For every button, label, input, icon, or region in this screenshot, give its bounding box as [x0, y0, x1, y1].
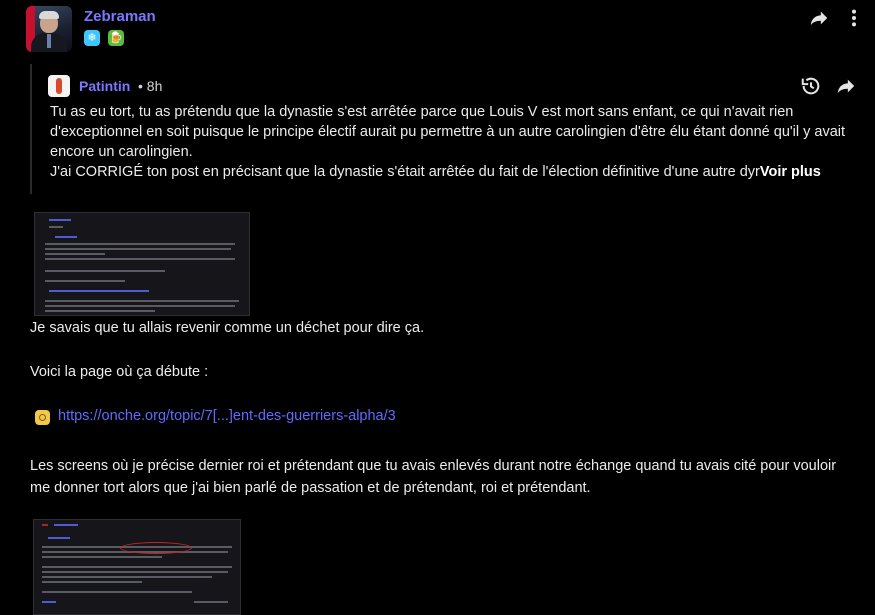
highlight-oval	[120, 542, 192, 554]
more-options-icon[interactable]	[843, 7, 865, 29]
quote-text	[50, 102, 860, 182]
avatar[interactable]	[26, 6, 72, 52]
body-line-2: Voici la page où ça débute :	[30, 364, 209, 380]
topic-link[interactable]: https://onche.org/topic/7[...]ent-des-guerriers-alpha/3	[58, 408, 396, 424]
quote-line-2-text: J'ai CORRIGÉ ton post en précisant que la dynastie s'était arrêtée du fait de l'élection définitive d'une autre dyr	[50, 164, 760, 180]
screenshot-thumbnail-1[interactable]	[34, 212, 250, 316]
quote-avatar[interactable]	[48, 75, 70, 97]
quote-share-icon[interactable]	[835, 75, 857, 97]
quoted-post	[30, 64, 875, 194]
post-username[interactable]: Zebraman	[84, 8, 156, 25]
voir-plus-link[interactable]: Voir plus	[759, 164, 821, 180]
beer-badge-icon: 🍺	[109, 32, 123, 44]
onche-favicon-icon	[35, 410, 50, 425]
quote-timestamp: • 8h	[138, 78, 163, 94]
quote-avatar-figure	[56, 78, 62, 94]
avatar-tie	[47, 34, 51, 48]
body-line-1: Je savais que tu allais revenir comme un déchet pour dire ça.	[30, 320, 425, 336]
snowflake-badge-icon: ❄	[84, 30, 100, 46]
body-paragraph: Les screens où je précise dernier roi et prétendant que tu avais enlevés durant notre échange quand tu avais cité pour vouloir me donner tort alors que j'ai bien parlé de passation et de prétendant, roi et prétendant.	[30, 458, 837, 496]
quote-username[interactable]: Patintin	[79, 78, 131, 94]
avatar-hair	[39, 11, 59, 19]
quote-line-2	[50, 162, 860, 182]
share-icon[interactable]	[808, 7, 830, 29]
quote-line-1: Tu as eu tort, tu as prétendu que la dynastie s'est arrêtée parce que Louis V est mort sans enfant, ce qui n'avait rien d'exceptionnel en soit puisque le principe électif aurait pu permettre à un autre carolingien d'être élu étant donné qu'il y avait encore un carolingien.	[50, 104, 846, 160]
history-icon[interactable]	[800, 75, 822, 97]
screenshot-thumbnail-2[interactable]	[33, 519, 241, 615]
